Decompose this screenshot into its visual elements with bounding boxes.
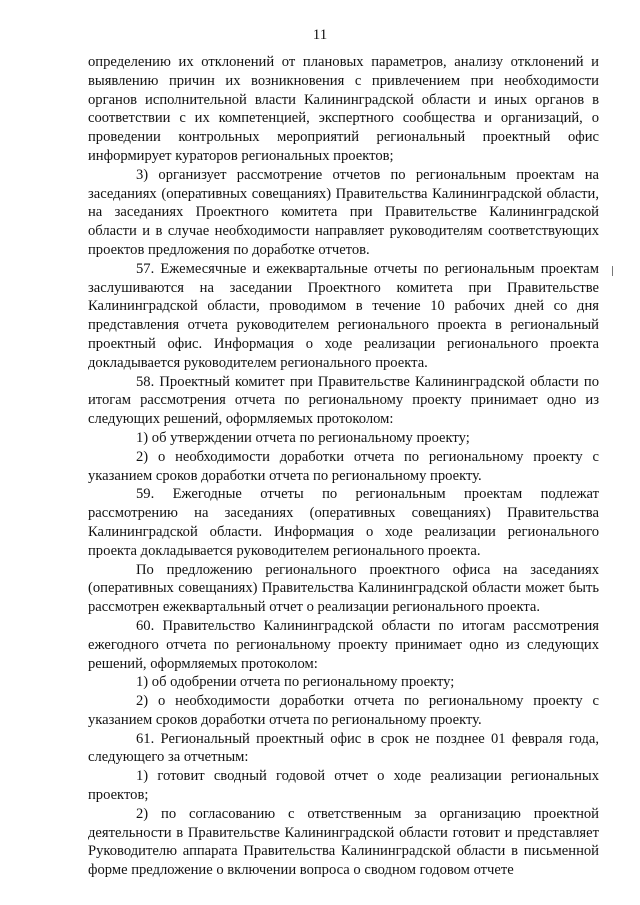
- margin-mark: [612, 266, 613, 276]
- document-body: [88, 53, 599, 880]
- paragraph: По предложению регионального проектного офиса на заседаниях (оперативных совещаниях) Правительства Калининградской области может быть рассмотрен ежеквартальный отчет о реализации регионального проекта.: [88, 561, 599, 616]
- paragraph: определению их отклонений от плановых параметров, анализу отклонений и выявлению причин их возникновения с привлечением при необходимости органов исполнительной власти Калининградской области и иных органов в соответствии с их компетенцией, экспертного сообщества и организаций, о проведении контрольных мероприятий региональный проектный офис информирует кураторов региональных проектов;: [88, 54, 599, 164]
- page-number: 11: [312, 27, 328, 43]
- paragraph: 61. Региональный проектный офис в срок не позднее 01 февраля года, следующего за отчетным:: [88, 730, 599, 766]
- paragraph: 60. Правительство Калининградской области по итогам рассмотрения ежегодного отчета по региональному проекту принимает одно из следующих решений, оформляемых протоколом:: [88, 617, 599, 672]
- paragraph: 2) о необходимости доработки отчета по региональному проекту с указанием сроков доработки отчета по региональному проекту.: [88, 693, 599, 728]
- paragraph: 1) об утверждении отчета по региональному проекту;: [136, 429, 470, 446]
- paragraph: 2) о необходимости доработки отчета по региональному проекту с указанием сроков доработки отчета по региональному проекту.: [88, 448, 599, 484]
- paragraph: 57. Ежемесячные и ежеквартальные отчеты по региональным проектам заслушиваются на заседании Проектного комитета при Правительстве Калининградской области, проводимом в течение 10 рабочих дней со дня представления отчета руководителем регионального проекта в региональный проектный офис. Информация о ходе реализации регионального проекта докладывается руководителем регионального проекта.: [88, 260, 599, 371]
- paragraph: 58. Проектный комитет при Правительстве Калининградской области по итогам рассмотрения отчета по региональному проекту принимает одно из следующих решений, оформляемых протоколом:: [88, 373, 599, 428]
- paragraph: 2) по согласованию с ответственным за организацию проектной деятельности в Правительстве Калининградской области готовит и представляет Руководителю аппарата Правительства Калининградской области в письменной форме предложение о включении вопроса о сводном годовом отчете: [88, 805, 599, 879]
- paragraph: 1) готовит сводный годовой отчет о ходе реализации региональных проектов;: [88, 768, 599, 804]
- paragraph: 59. Ежегодные отчеты по региональным проектам подлежат рассмотрению на заседаниях (оперативных совещаниях) Правительства Калининградской области. Информация о ходе реализации регионального проекта докладывается руководителем регионального проекта.: [88, 486, 599, 559]
- paragraph: 3) организует рассмотрение отчетов по региональным проектам на заседаниях (оперативных совещаниях) Правительства Калининградской области, на заседаниях Проектного комитета при Правительстве Калининградской области и в случае необходимости направляет руководителям соответствующих проектов предложения по доработке отчетов.: [88, 166, 599, 258]
- paragraph: 1) об одобрении отчета по региональному проекту;: [136, 674, 455, 691]
